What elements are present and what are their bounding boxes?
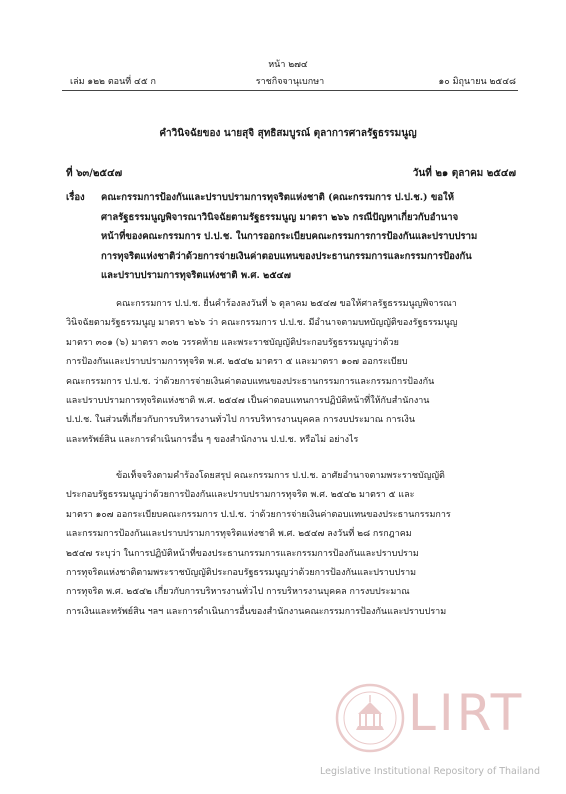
header-rule xyxy=(62,90,518,91)
subject-label: เรื่อง xyxy=(66,192,85,203)
paragraph-line: การทุจริตแห่งชาติตามพระราชบัญญัติประกอบรัฐธรรมนูญว่าด้วยการป้องกันและปราบปราม xyxy=(66,567,417,578)
lirt-watermark xyxy=(300,680,540,780)
paragraph-line: ป.ป.ช. ในส่วนที่เกี่ยวกับการบริหารงานทั่วไป การบริหารงานบุคคล การงบประมาณ การเงิน xyxy=(66,415,415,426)
decision-title: คำวินิจฉัยของ นายสุจิ สุทธิสมบูรณ์ ตุลาการศาลรัฐธรรมนูญ xyxy=(159,128,417,139)
body-paragraph-facts xyxy=(66,467,516,622)
paragraph-line: และปราบปรามการทุจริตแห่งชาติ พ.ศ. ๒๕๔๗ เป็นค่าตอบแทนการปฏิบัติหน้าที่ให้กับสำนักงาน xyxy=(66,395,430,406)
seal-base xyxy=(356,726,384,730)
subject-line: ศาลรัฐธรรมนูญพิจารณาวินิจฉัยตามรัฐธรรมนูญ มาตรา ๒๖๖ กรณีปัญหาเกี่ยวกับอำนาจ xyxy=(101,211,459,223)
paragraph-line: คณะกรรมการ ป.ป.ช. ว่าด้วยการจ่ายเงินค่าตอบแทนของประธานกรรมการและกรรมการป้องกัน xyxy=(66,376,435,387)
paragraph-line: คณะกรรมการ ป.ป.ช. ยื่นคำร้องลงวันที่ ๖ ตุลาคม ๒๕๔๗ ขอให้ศาลรัฐธรรมนูญพิจารณา xyxy=(116,299,457,309)
paragraph-line: มาตรา ๓๐๑ (๖) มาตรา ๓๐๒ วรรคท้าย และพระราชบัญญัติประกอบรัฐธรรมนูญว่าด้วย xyxy=(66,337,399,348)
paragraph-line: การเงินและทรัพย์สิน ฯลฯ และการดำเนินการอื่นของสำนักงานคณะกรรมการป้องกันและปราบปราม xyxy=(66,606,447,617)
paragraph-line: ๒๕๔๗ ระบุว่า ในการปฏิบัติหน้าที่ของประธานกรรมการและกรรมการป้องกันและปราบปราม xyxy=(66,548,419,559)
paragraph-line: มาตรา ๑๐๗ ออกระเบียบคณะกรรมการ ป.ป.ช. ว่าด้วยการจ่ายเงินค่าตอบแทนของประธานกรรมการ xyxy=(66,509,451,520)
parliament-seal-icon xyxy=(334,682,406,754)
page-number: หน้า ๒๗๔ xyxy=(268,60,308,70)
paragraph-line: ข้อเท็จจริงตามคำร้องโดยสรุป คณะกรรมการ ป.ป.ช. อาศัยอำนาจตามพระราชบัญญัติ xyxy=(116,471,445,481)
subject-line: การทุจริตแห่งชาติว่าด้วยการจ่ายเงินค่าตอบแทนของประธานกรรมการและกรรมการป้องกัน xyxy=(101,250,472,262)
seal-ring xyxy=(337,685,403,751)
paragraph-line: และทรัพย์สิน และการดำเนินการอื่น ๆ ของสำนักงาน ป.ป.ช. หรือไม่ อย่างไร xyxy=(66,434,359,445)
subject-line: หน้าที่ของคณะกรรมการ ป.ป.ช. ในการออกระเบียบคณะกรรมการการป้องกันและปราบปราม xyxy=(101,231,478,242)
lirt-logo: LIRT xyxy=(408,684,525,742)
lirt-subtitle: Legislative Institutional Repository of Thailand xyxy=(320,766,540,777)
paragraph-line: การป้องกันและปราบปรามการทุจริต พ.ศ. ๒๕๔๒ มาตรา ๕ และมาตรา ๑๐๗ ออกระเบียบ xyxy=(66,357,408,368)
gazette-header xyxy=(0,0,566,120)
gazette-date: ๑๐ มิถุนายน ๒๕๔๘ xyxy=(438,77,516,87)
case-number: ที่ ๖๓/๒๕๔๗ xyxy=(66,168,123,179)
volume-issue: เล่ม ๑๒๒ ตอนที่ ๔๕ ก xyxy=(70,77,156,87)
decision-date: วันที่ ๒๑ ตุลาคม ๒๕๔๗ xyxy=(412,168,516,179)
paragraph-line: การทุจริต พ.ศ. ๒๕๔๒ เกี่ยวกับการบริหารงานทั่วไป การบริหารงานบุคคล การงบประมาณ xyxy=(66,587,410,598)
gazette-name: ราชกิจจานุเบกษา xyxy=(255,77,325,87)
subject-line: คณะกรรมการป้องกันและปราบปรามการทุจริตแห่งชาติ (คณะกรรมการ ป.ป.ช.) ขอให้ xyxy=(101,192,454,203)
body-paragraph-petition xyxy=(66,295,516,450)
seal-roof xyxy=(358,702,382,714)
subject-line: และปราบปรามการทุจริตแห่งชาติ พ.ศ. ๒๕๔๗ xyxy=(101,270,291,281)
paragraph-line: ประกอบรัฐธรรมนูญว่าด้วยการป้องกันและปราบปรามการทุจริต พ.ศ. ๒๕๔๒ มาตรา ๕ และ xyxy=(66,490,415,501)
paragraph-line: และกรรมการป้องกันและปราบปรามการทุจริตแห่งชาติ พ.ศ. ๒๕๔๗ ลงวันที่ ๒๘ กรกฎาคม xyxy=(66,529,412,540)
paragraph-line: วินิจฉัยตามรัฐธรรมนูญ มาตรา ๒๖๖ ว่า คณะกรรมการ ป.ป.ช. มีอำนาจตามบทบัญญัติของรัฐธรรมนูญ xyxy=(66,318,458,329)
subject-text xyxy=(101,188,516,286)
